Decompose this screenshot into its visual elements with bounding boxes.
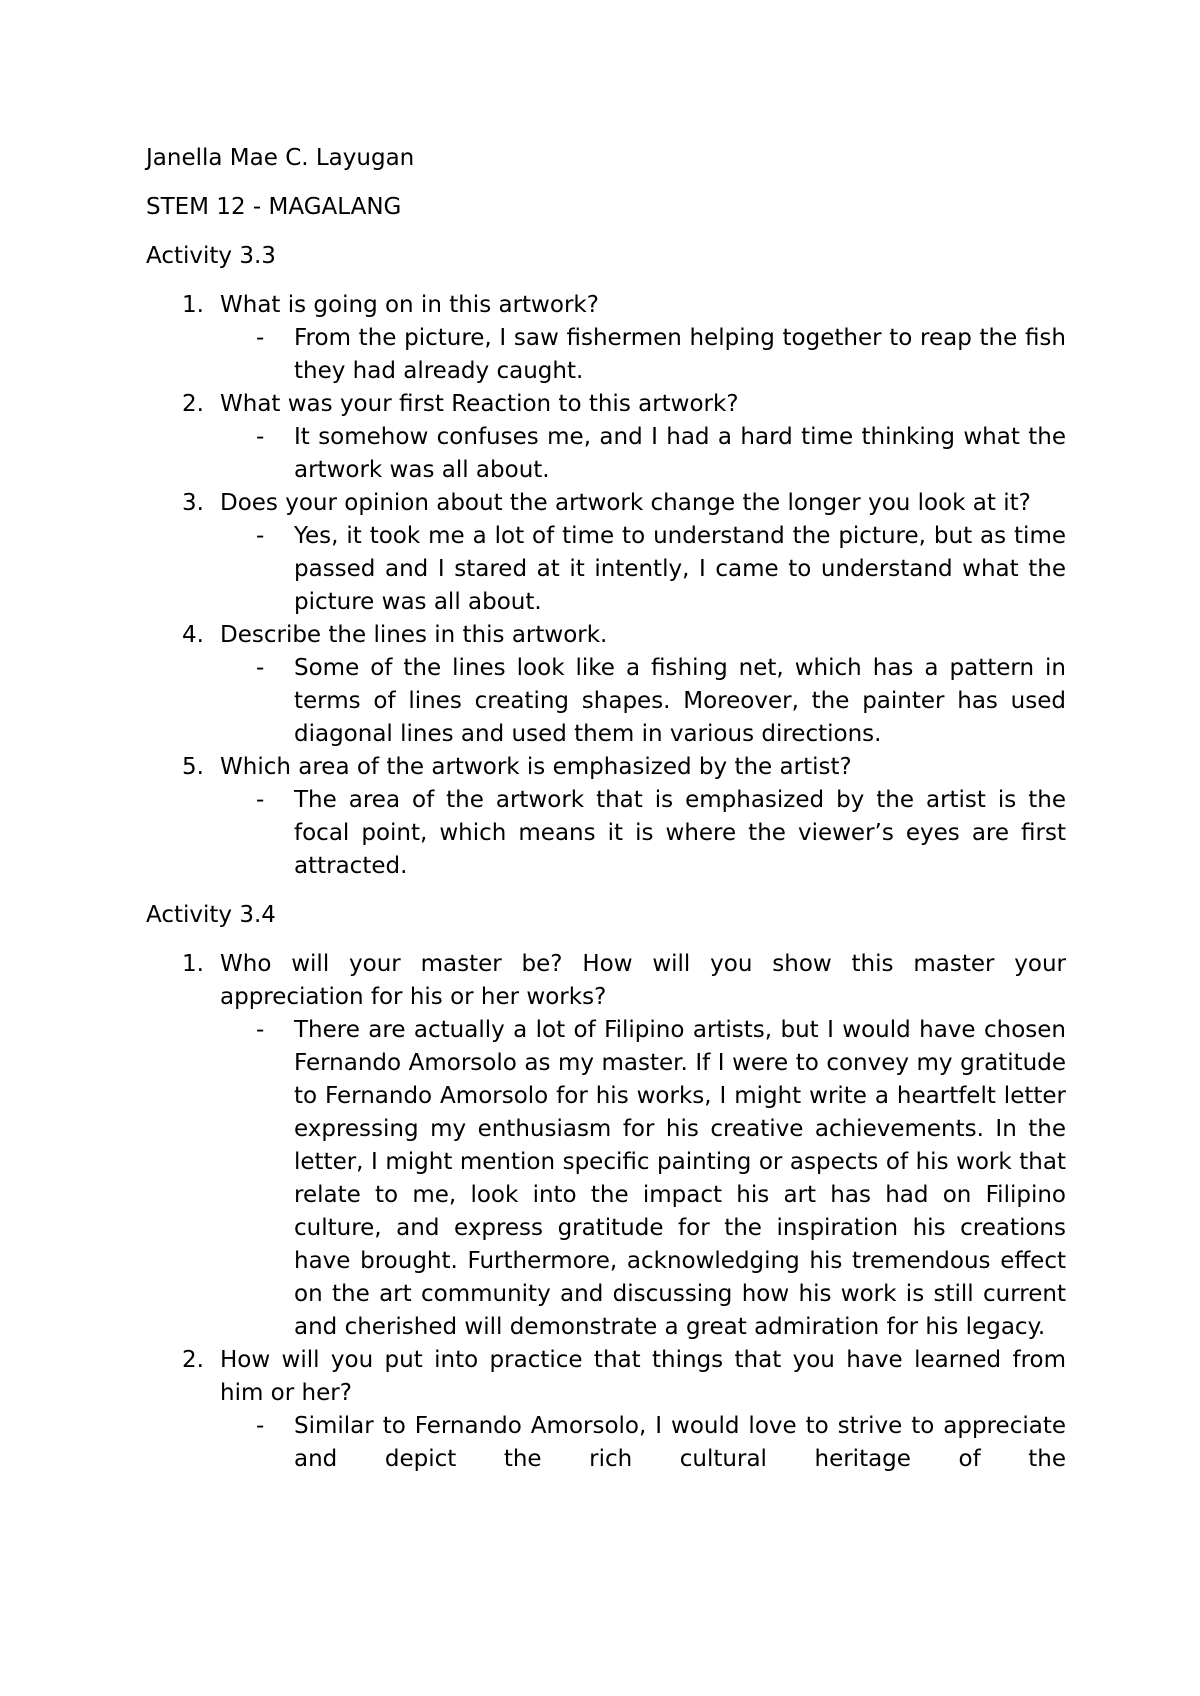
dash-bullet: - [256,424,265,450]
answer-text: The area of the artwork that is emphasized by the artist is the focal point, which means it is where the viewer’s eyes are first attracted. [294,787,1066,879]
answer [220,421,1066,487]
question-number: 2. [182,391,204,417]
answer-text: Some of the lines look like a fishing net, which has a pattern in terms of lines creating shapes. Moreover, the painter has used diagonal lines and used them in various directions. [294,655,1066,747]
question-text: What is going on in this artwork? [220,292,599,318]
question-text: Which area of the artwork is emphasized by the artist? [220,754,852,780]
question-text: Does your opinion about the artwork change the longer you look at it? [220,490,1031,516]
dash-bullet: - [256,325,265,351]
question-item [146,1344,1066,1476]
answer [220,322,1066,388]
answer [220,1410,1066,1476]
dash-bullet: - [256,655,265,681]
question-item [146,619,1066,751]
question-item [146,751,1066,883]
dash-bullet: - [256,1413,265,1439]
question-item [146,289,1066,388]
answer-text: Similar to Fernando Amorsolo, I would love to strive to appreciate and depict the rich cultural heritage of the [294,1413,1066,1472]
question-text: Describe the lines in this artwork. [220,622,608,648]
question-text: Who will your master be? How will you show this master your appreciation for his or her works? [220,951,1066,1010]
question-text: What was your first Reaction to this artwork? [220,391,739,417]
question-list [146,948,1066,1476]
question-item [146,487,1066,619]
question-number: 1. [182,951,204,977]
answer-text: From the picture, I saw fishermen helping together to reap the fish they had already caught. [294,325,1066,384]
question-item [146,948,1066,1344]
question-list [146,289,1066,883]
question-number: 1. [182,292,204,318]
question-item [146,388,1066,487]
activity-title: Activity 3.4 [146,902,276,928]
question-text: How will you put into practice that things that you have learned from him or her? [220,1347,1066,1406]
question-number: 2. [182,1347,204,1373]
answer [220,520,1066,619]
answer-text: Yes, it took me a lot of time to understand the picture, but as time passed and I stared at it intently, I came to understand what the picture was all about. [294,523,1066,615]
answer [220,1014,1066,1344]
class-section: STEM 12 - MAGALANG [146,194,402,220]
answer-text: There are actually a lot of Filipino artists, but I would have chosen Fernando Amorsolo as my master. If I were to convey my gratitude to Fernando Amorsolo for his works, I might write a heartfelt letter expressing my enthusiasm for his creative achievements. In the letter, I might mention specific painting or aspects of his work that relate to me, look into the impact his art has had on Filipino culture, and express gratitude for the inspiration his creations have brought. Furthermore, acknowledging his tremendous effect on the art community and discussing how his work is still current and cherished will demonstrate a great admiration for his legacy. [294,1017,1066,1340]
document-page [146,142,1066,1492]
question-number: 3. [182,490,204,516]
student-name: Janella Mae C. Layugan [146,145,415,171]
dash-bullet: - [256,1017,265,1043]
dash-bullet: - [256,787,265,813]
answer [220,784,1066,883]
question-number: 5. [182,754,204,780]
answer-text: It somehow confuses me, and I had a hard time thinking what the artwork was all about. [294,424,1066,483]
question-number: 4. [182,622,204,648]
answer [220,652,1066,751]
activity-title: Activity 3.3 [146,243,276,269]
dash-bullet: - [256,523,265,549]
